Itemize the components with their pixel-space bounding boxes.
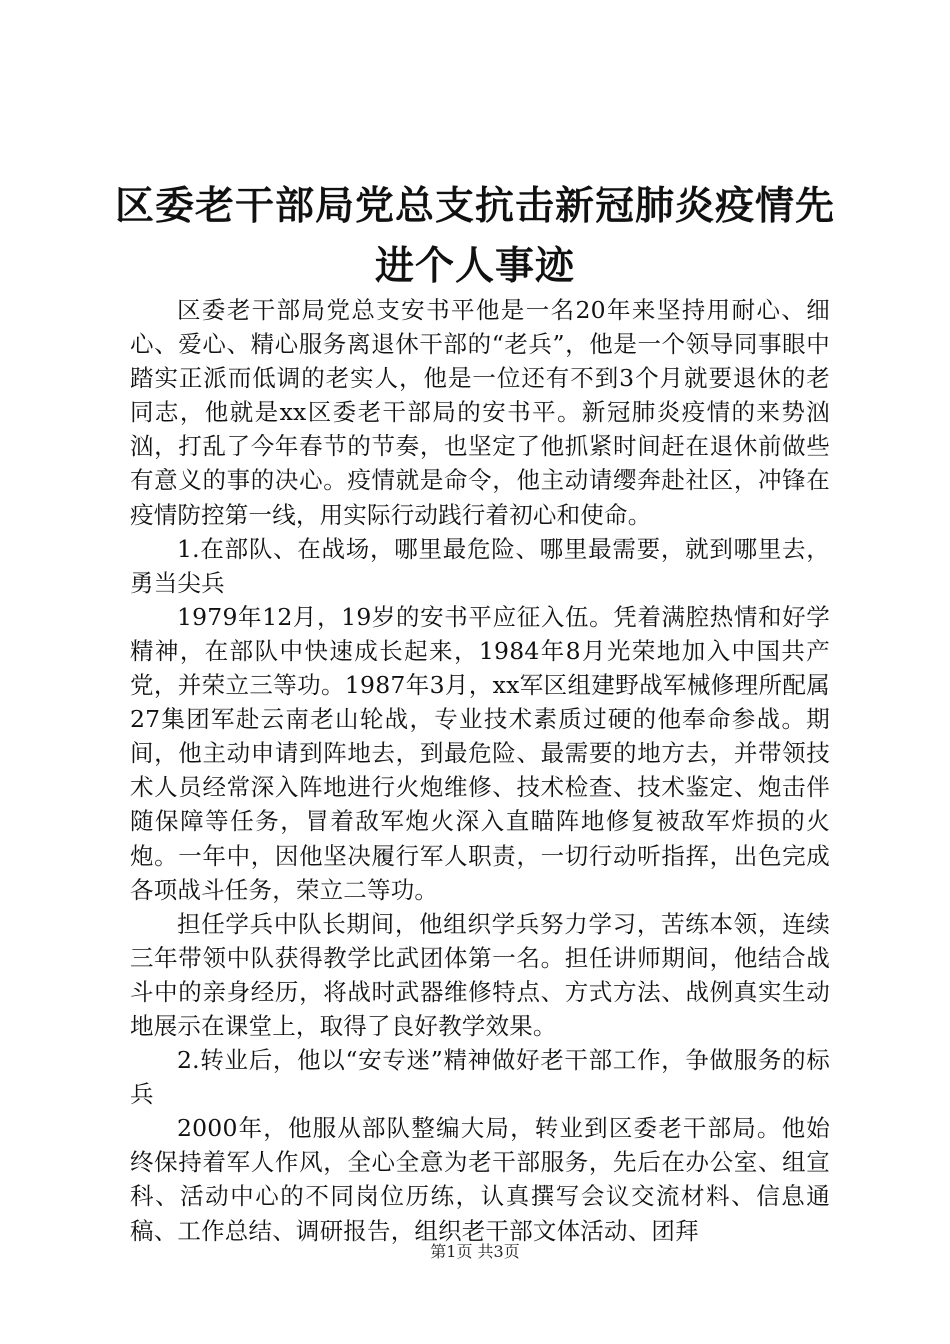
document-title: 区委老干部局党总支抗击新冠肺炎疫情先进个人事迹: [114, 183, 835, 289]
paragraph-heading-2: 2.转业后，他以“安专迷”精神做好老干部工作，争做服务的标兵: [130, 1046, 830, 1109]
paragraph-civilian-work: 2000年，他服从部队整编大局，转业到区委老干部局。他始终保持着军人作风，全心全意为老干部服务，先后在办公室、组宣科、活动中心的不同岗位历练，认真撰写会议交流材料、信息通稿、工作总结、调研报告，组织老干部文体活动、团拜: [130, 1114, 830, 1245]
paragraph-heading-1: 1.在部队、在战场，哪里最危险、哪里最需要，就到哪里去，勇当尖兵: [130, 534, 830, 597]
page-number-footer: 第1页 共3页: [430, 1242, 520, 1261]
document-body: [130, 293, 830, 1248]
paragraph-military-service: 1979年12月，19岁的安书平应征入伍。凭着满腔热情和好学精神，在部队中快速成长起来，1984年8月光荣地加入中国共产党，并荣立三等功。1987年3月，xx军区组建野战军械修理所配属27集团军赴云南老山轮战，专业技术素质过硬的他奉命参战。期间，他主动申请到阵地去，到最危险、最需要的地方去，并带领技术人员经常深入阵地进行火炮维修、技术检查、技术鉴定、炮击伴随保障等任务，冒着敌军炮火深入直瞄阵地修复被敌军炸损的火炮。一年中，因他坚决履行军人职责，一切行动听指挥，出色完成各项战斗任务，荣立二等功。: [130, 602, 830, 904]
paragraph-intro: 区委老干部局党总支安书平他是一名20年来坚持用耐心、细心、爱心、精心服务离退休干部的“老兵”，他是一个领导同事眼中踏实正派而低调的老实人，他是一位还有不到3个月就要退休的老同志，他就是xx区委老干部局的安书平。新冠肺炎疫情的来势汹汹，打乱了今年春节的节奏，也坚定了他抓紧时间赶在退休前做些有意义的事的决心。疫情就是命令，他主动请缨奔赴社区，冲锋在疫情防控第一线，用实际行动践行着初心和使命。: [130, 296, 830, 529]
paragraph-training-role: 担任学兵中队长期间，他组织学兵努力学习，苦练本领，连续三年带领中队获得教学比武团体第一名。担任讲师期间，他结合战斗中的亲身经历，将战时武器维修特点、方式方法、战例真实生动地展示在课堂上，取得了良好教学效果。: [130, 909, 830, 1040]
